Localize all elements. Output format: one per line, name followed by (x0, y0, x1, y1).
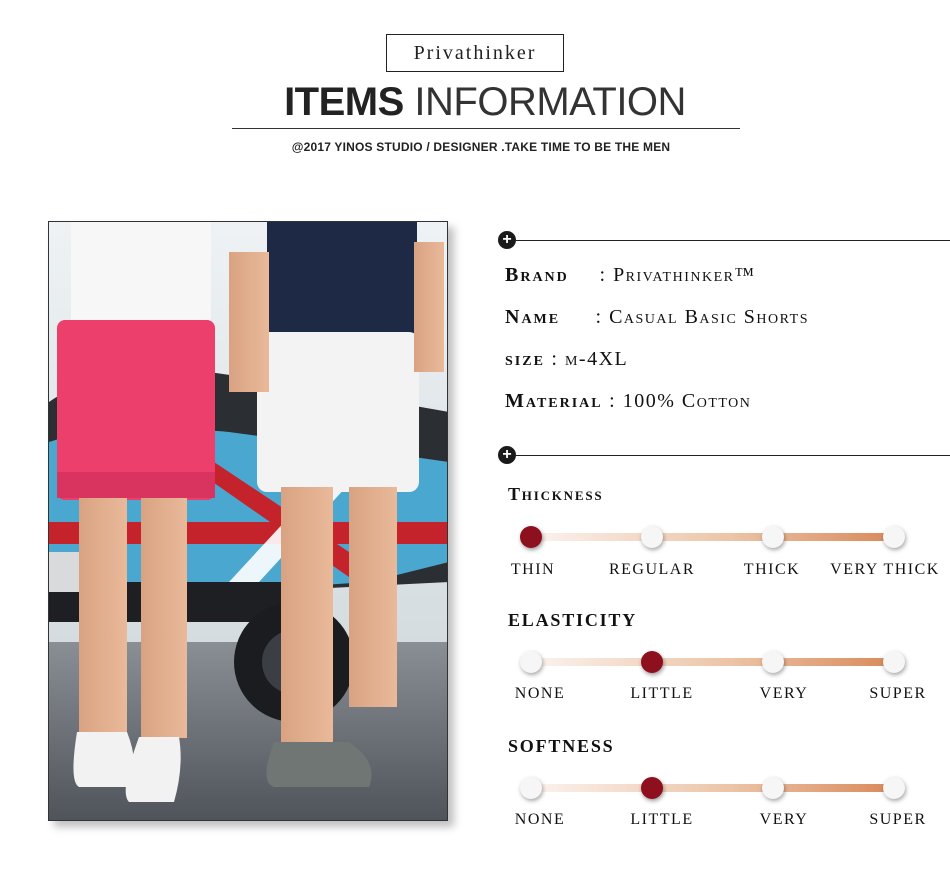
thickness-title: Thickness (508, 484, 604, 504)
info-brand (505, 264, 756, 287)
title-divider (232, 128, 740, 129)
size-sep: : (544, 348, 565, 370)
softness-label-2: VERY (759, 811, 809, 828)
thickness-label-2: THICK (743, 561, 801, 578)
brand-sep: : (593, 264, 614, 286)
elasticity-label-0: NONE (514, 685, 566, 702)
thickness-knob-3 (883, 526, 905, 548)
elasticity-knob-0 (520, 651, 542, 673)
elasticity-knob-3 (883, 651, 905, 673)
size-value: m-4XL (564, 348, 629, 370)
section-divider-scales (498, 445, 950, 465)
thickness-label-3: VERY THICK (830, 561, 940, 578)
material-key: Material (505, 390, 603, 412)
softness-title: SOFTNESS (508, 736, 615, 756)
product-photo-illustration (49, 222, 448, 821)
plus-icon: + (498, 231, 516, 249)
elasticity-knob-1 (641, 651, 663, 673)
info-material (505, 390, 751, 413)
softness-label-1: LITTLE (630, 811, 694, 828)
studio-subtitle: @2017 YINOS STUDIO / DESIGNER .TAKE TIME TO BE THE MEN (291, 140, 671, 154)
elasticity-title: ELASTICITY (508, 610, 638, 630)
softness-knob-3 (883, 777, 905, 799)
brand-key: Brand (505, 264, 569, 286)
brand-logo-box: Privathinker (386, 34, 564, 72)
size-key: size (505, 348, 545, 370)
name-value: Casual Basic Shorts (609, 306, 809, 328)
thickness-knob-2 (762, 526, 784, 548)
softness-label-0: NONE (514, 811, 566, 828)
softness-knob-1 (641, 777, 663, 799)
info-name (505, 306, 809, 329)
thickness-label-0: THIN (510, 561, 556, 578)
elasticity-bar (531, 658, 894, 666)
thickness-bar (531, 533, 894, 541)
elasticity-label-1: LITTLE (630, 685, 694, 702)
thickness-label-1: REGULAR (608, 561, 696, 578)
name-key: Name (505, 306, 561, 328)
material-sep: : (602, 390, 623, 412)
section-divider-info (498, 230, 950, 250)
softness-knob-0 (520, 777, 542, 799)
thickness-knob-1 (641, 526, 663, 548)
info-size (505, 348, 628, 371)
thickness-knob-0 (520, 526, 542, 548)
softness-knob-2 (762, 777, 784, 799)
brand-value: Privathinker™ (613, 264, 756, 286)
title-light: INFORMATION (414, 80, 686, 124)
elasticity-label-3: SUPER (869, 685, 927, 702)
title-bold: ITEMS (284, 80, 404, 124)
softness-bar (531, 784, 894, 792)
name-sep: : (589, 306, 610, 328)
elasticity-label-2: VERY (759, 685, 809, 702)
elasticity-knob-2 (762, 651, 784, 673)
softness-label-3: SUPER (869, 811, 927, 828)
plus-icon: + (498, 446, 516, 464)
material-value: 100% Cotton (622, 390, 752, 412)
page-title (0, 80, 950, 125)
product-photo (48, 221, 448, 821)
